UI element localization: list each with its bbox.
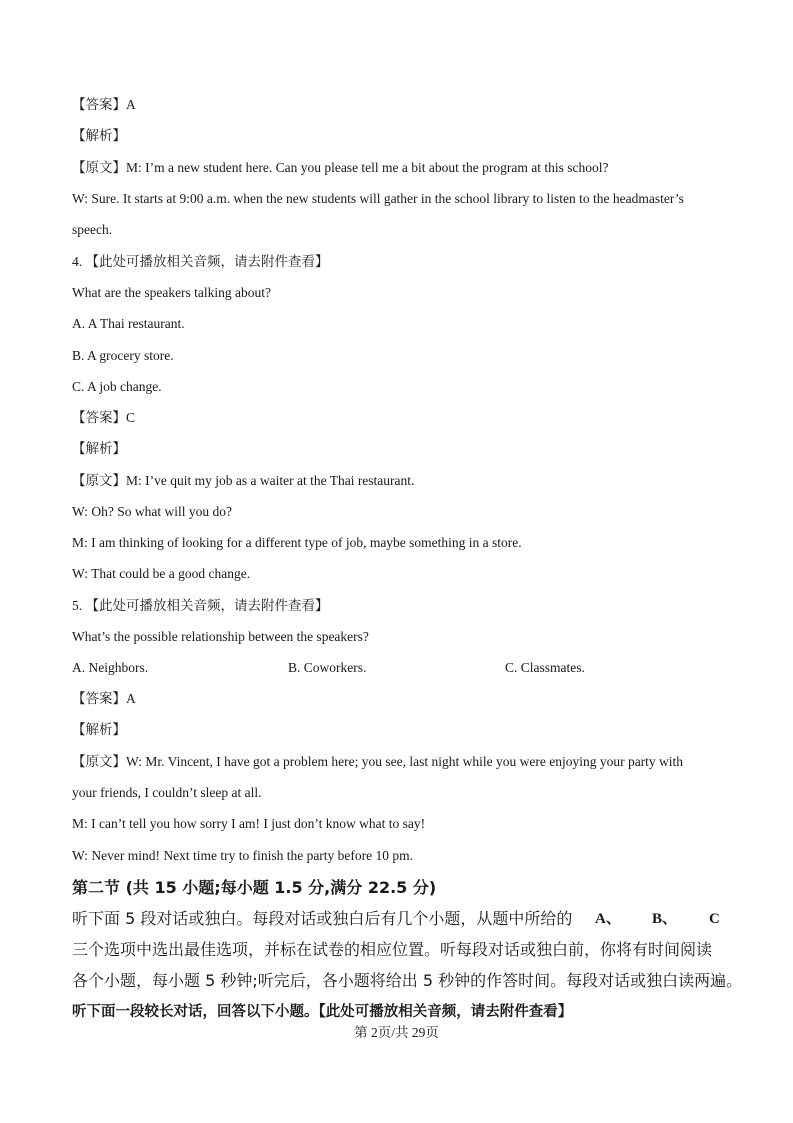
option-b: B. A grocery store. [72,348,174,363]
option-c: C. A job change. [72,379,162,394]
section-instructions: 听下面一段较长对话，回答以下小题。【此处可播放相关音频，请去附件查看】 [72,1004,573,1020]
answer-label: 【答案】A [72,97,136,112]
option-a: A. A Thai restaurant. [72,316,185,331]
answer-label: 【答案】A [72,691,136,706]
transcript-line: 【原文】M: I’ve quit my job as a waiter at the Thai restaurant. [72,473,415,488]
option-c: C. Classmates. [505,660,585,675]
transcript-line: W: That could be a good change. [72,566,251,581]
analysis-label: 【解析】 [72,441,126,456]
transcript-line: speech. [72,222,113,237]
question-5-text: What’s the possible relationship between the speakers? [72,629,369,644]
section-instructions: 各个小题，每小题 5 秒钟;听完后，各小题将给出 5 秒钟的作答时间。每段对话或独白读两遍。 [72,971,743,990]
choice-letter-b: B、 [652,911,678,927]
analysis-label: 【解析】 [72,722,126,737]
question-4-text: What are the speakers talking about? [72,285,272,300]
transcript-line: W: Sure. It starts at 9:00 a.m. when the new students will gather in the school library to listen to the headmaster’s [72,191,684,206]
transcript-line: 【原文】M: I’m a new student here. Can you please tell me a bit about the program at this school? [72,160,609,175]
section-instructions: 听下面 5 段对话或独白。每段对话或独白后有几个小题，从题中所给的 [72,909,573,928]
choice-letter-a: A、 [595,911,621,927]
transcript-line: W: Oh? So what will you do? [72,504,232,519]
option-a: A. Neighbors. [72,660,149,675]
section-instructions: 三个选项中选出最佳选项，并标在试卷的相应位置。听每段对话或独白前，你将有时间阅读 [72,940,713,959]
transcript-line: 【原文】W: Mr. Vincent, I have got a problem here; you see, last night while you were enjoying your party with [72,754,684,769]
transcript-line: M: I am thinking of looking for a different type of job, maybe something in a store. [72,535,522,550]
transcript-line: your friends, I couldn’t sleep at all. [72,785,262,800]
page-footer: 第 2页/共 29页 [354,1025,439,1040]
section-title: 第二节 (共 15 小题;每小题 1.5 分,满分 22.5 分) [72,878,437,897]
question-4-heading: 4. 【此处可播放相关音频，请去附件查看】 [72,254,329,269]
analysis-label: 【解析】 [72,128,126,143]
choice-letter-c: C [709,911,720,927]
answer-label: 【答案】C [72,410,136,425]
question-5-heading: 5. 【此处可播放相关音频，请去附件查看】 [72,598,329,613]
option-b: B. Coworkers. [288,660,367,675]
transcript-line: M: I can’t tell you how sorry I am! I just don’t know what to say! [72,816,426,831]
transcript-line: W: Never mind! Next time try to finish the party before 10 pm. [72,848,414,863]
